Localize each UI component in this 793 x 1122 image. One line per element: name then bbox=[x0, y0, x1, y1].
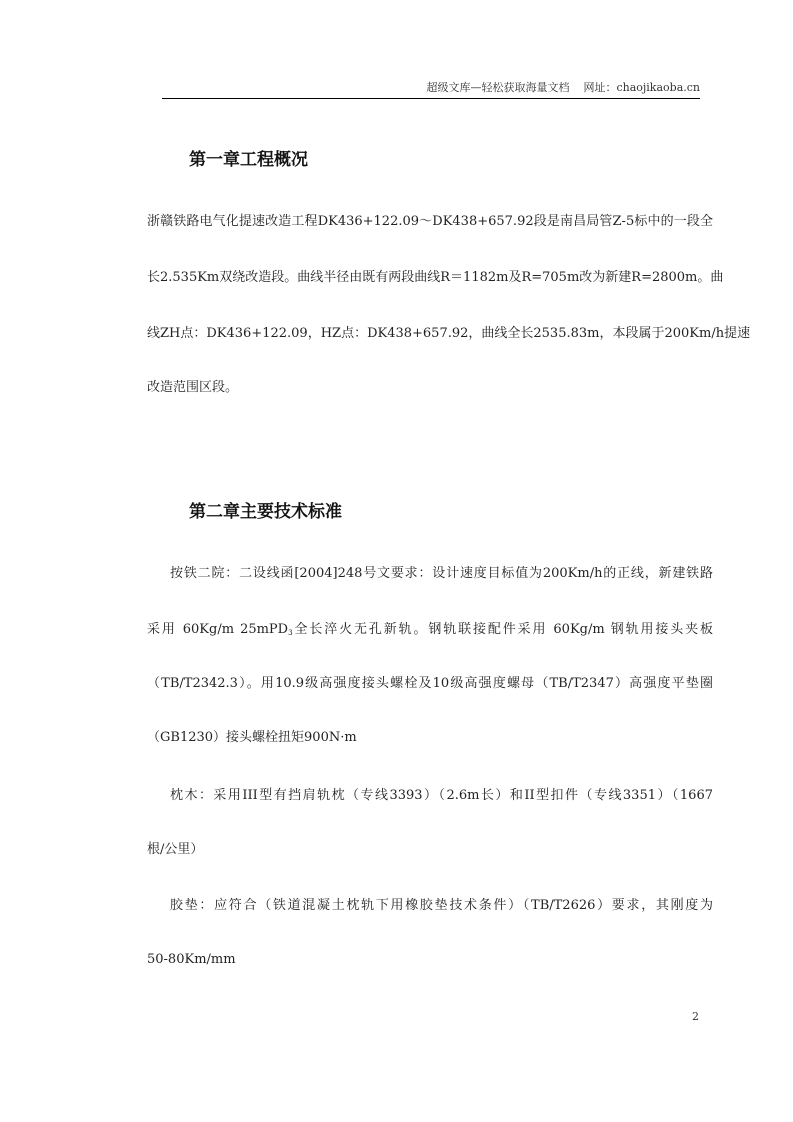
chapter2-title: 第二章主要技术标准 bbox=[189, 502, 342, 522]
chapter1-line-2: 长2.535Km双绕改造段。曲线半径由既有两段曲线R＝1182m及R=705m改为新建R=2800m。曲 bbox=[147, 270, 724, 285]
chapter2-para2-line-2: 根/公里） bbox=[147, 842, 204, 857]
header-library-text: 超级文库—轻松获取海量文档 bbox=[426, 81, 570, 94]
chapter1-line-4: 改造范围区段。 bbox=[147, 380, 239, 395]
chapter2-para3-line-2: 50-80Km/mm bbox=[147, 952, 236, 967]
chapter2-para1-line-2 bbox=[147, 622, 713, 641]
header-site-text: 网址：chaojikaoba.cn bbox=[583, 81, 700, 94]
page-header bbox=[426, 79, 700, 95]
rail-fittings-text: 全长淬火无孔新轨。钢轨联接配件采用 60Kg/m 钢轨用接头夹板 bbox=[292, 622, 713, 637]
chapter2-para1-line-1: 按铁二院：二设线函[2004]248号文要求：设计速度目标值为200Km/h的正线，新建铁路 bbox=[170, 566, 713, 581]
chapter1-title: 第一章工程概况 bbox=[189, 150, 308, 170]
chapter1-line-1: 浙赣铁路电气化提速改造工程DK436+122.09～DK438+657.92段是南昌局管Z-5标中的一段全 bbox=[147, 214, 713, 229]
page-number: 2 bbox=[692, 1010, 699, 1023]
chapter1-line-3: 线ZH点：DK436+122.09，HZ点：DK438+657.92，曲线全长2535.83m，本段属于200Km/h提速 bbox=[147, 326, 751, 341]
chapter2-para1-line-4: （GB1230）接头螺栓扭矩900N·m bbox=[147, 730, 357, 745]
chapter2-para1-line-3: （TB/T2342.3）。用10.9级高强度接头螺栓及10级高强度螺母（TB/T2347）高强度平垫圈 bbox=[147, 676, 713, 691]
rail-spec-subscript: 3 bbox=[288, 629, 293, 637]
chapter2-para2-line-1: 枕木：采用III型有挡肩轨枕（专线3393）（2.6m长）和II型扣件（专线3351）（1667 bbox=[170, 788, 713, 803]
chapter2-para3-line-1: 胶垫：应符合（铁道混凝土枕轨下用橡胶垫技术条件）（TB/T2626）要求，其刚度为 bbox=[170, 898, 713, 913]
rail-spec-text: 采用 60Kg/m 25mPD bbox=[147, 622, 289, 637]
header-divider bbox=[162, 98, 700, 99]
